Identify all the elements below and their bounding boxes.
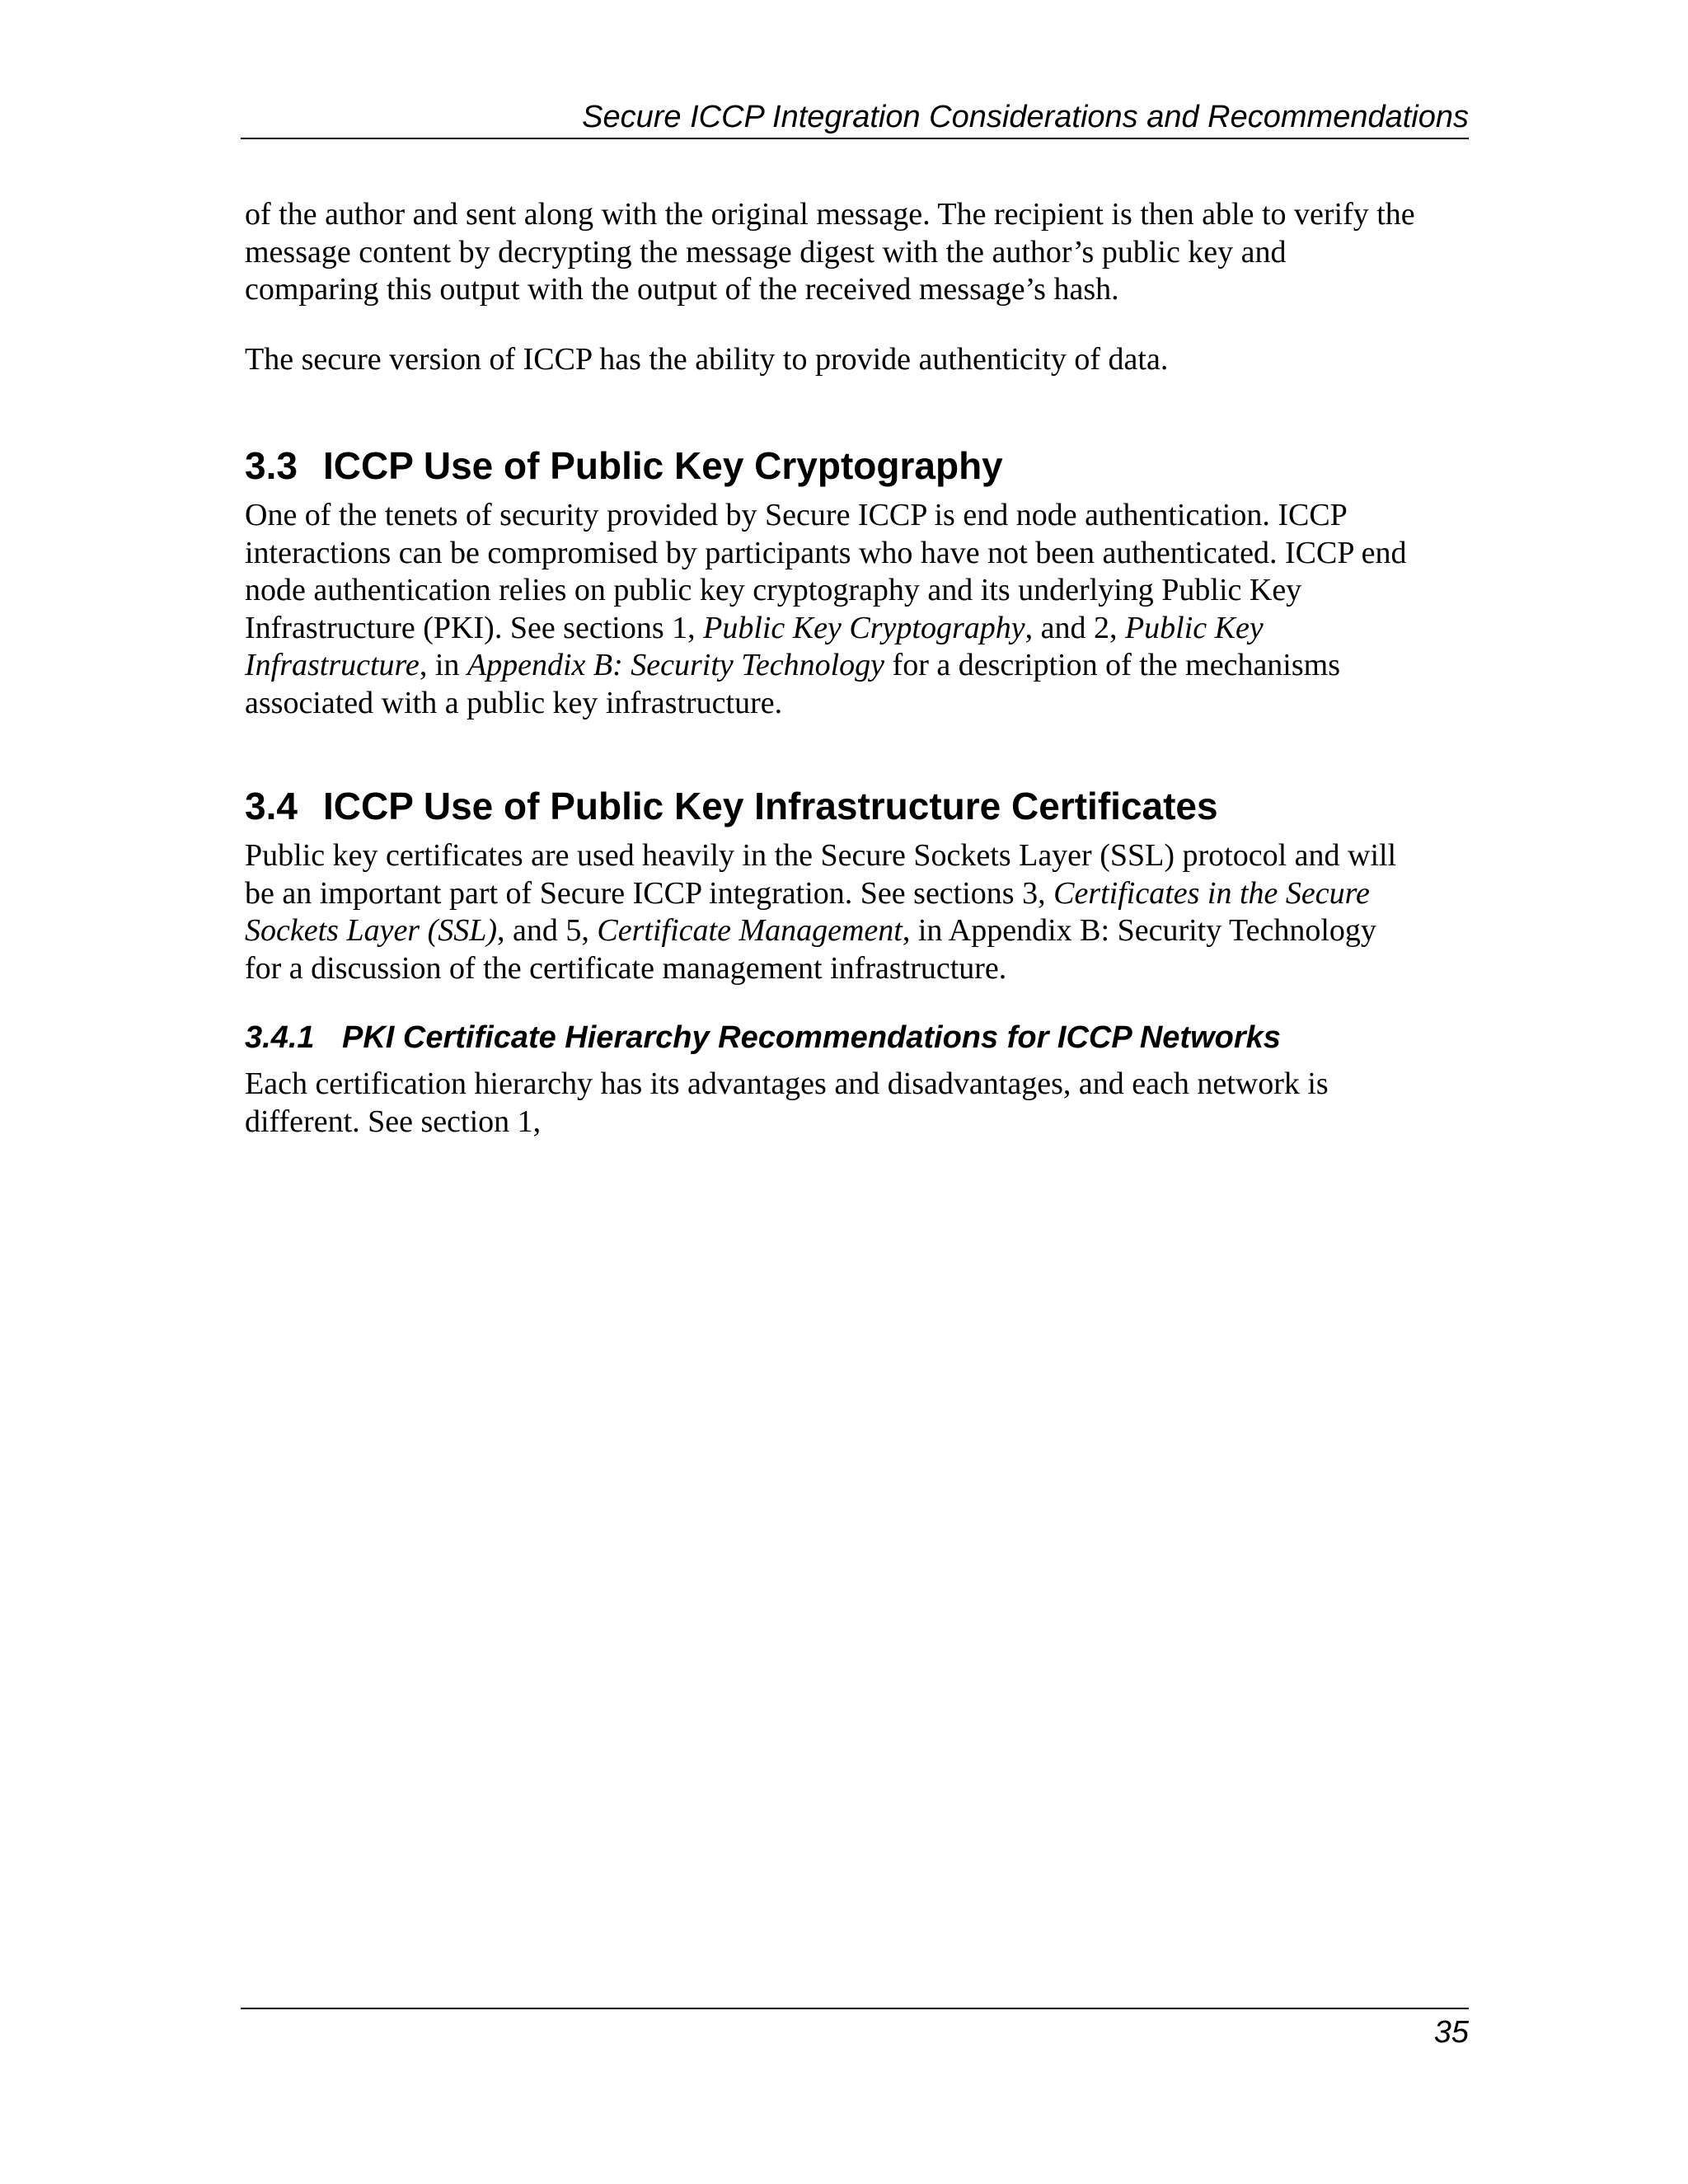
subsection-heading-3-4-1 [245, 1018, 1281, 1057]
text-run: Infrastructure (PKI). See sections 1, [245, 610, 704, 645]
cross-reference: Sockets Layer (SSL) [245, 913, 498, 948]
page-number: 35 [1433, 2015, 1469, 2050]
section-3-4-1-paragraph [245, 1066, 1473, 1141]
text-run: , and 5, [497, 913, 598, 948]
subsection-title: PKI Certificate Hierarchy Recommendations for ICCP Networks [342, 1020, 1281, 1055]
footer-rule [241, 2008, 1469, 2009]
text-line: The secure version of ICCP has the ability to provide authenticity of data. [245, 342, 1169, 377]
text-line: node authentication relies on public key cryptography and its underlying Public Key [245, 573, 1302, 607]
text-run: be an important part of Secure ICCP integration. See sections 3, [245, 875, 1054, 911]
text-run: , in Appendix B: Security Technology [902, 913, 1376, 948]
intro-paragraph [245, 196, 1473, 309]
section-number: 3.4 [245, 785, 298, 827]
cross-reference: Certificate Management [597, 913, 903, 948]
section-3-4-paragraph [245, 837, 1473, 987]
header-rule [241, 138, 1469, 139]
section-3-3-paragraph [245, 497, 1473, 722]
text-line: interactions can be compromised by participants who have not been authenticated. ICCP end [245, 535, 1407, 570]
section-heading-3-3 [245, 443, 1003, 489]
section-title: ICCP Use of Public Key Infrastructure Certificates [323, 785, 1218, 827]
text-line: comparing this output with the output of the received message’s hash. [245, 272, 1119, 307]
cross-reference: Appendix B: Security Technology [467, 648, 885, 682]
text-line: One of the tenets of security provided by Secure ICCP is end node authentication. ICCP [245, 498, 1348, 532]
section-heading-3-4 [245, 783, 1218, 829]
subsection-number: 3.4.1 [245, 1020, 315, 1055]
section-number: 3.3 [245, 444, 298, 487]
text-line: message content by decrypting the message digest with the author’s public key and [245, 234, 1287, 269]
text-line: of the author and sent along with the original message. The recipient is then able to verify the [245, 197, 1415, 232]
cross-reference: Infrastructure [245, 648, 420, 682]
text-line [245, 912, 1473, 950]
cross-reference: Public Key Cryptography [703, 610, 1025, 645]
section-title: ICCP Use of Public Key Cryptography [323, 444, 1003, 487]
text-run: , and 2, [1025, 610, 1125, 645]
text-line: for a discussion of the certificate management infrastructure. [245, 950, 1007, 986]
text-line [245, 875, 1473, 913]
text-line: Each certification hierarchy has its advantages and disadvantages, and each network is [245, 1066, 1329, 1101]
text-run: for a description of the mechanisms [884, 648, 1340, 682]
text-line: Public key certificates are used heavily in the Secure Sockets Layer (SSL) protocol and will [245, 838, 1397, 873]
text-line [245, 610, 1473, 648]
cross-reference: Certificates in the Secure [1053, 875, 1370, 911]
running-header: Secure ICCP Integration Considerations and Recommendations [582, 100, 1469, 134]
intro-paragraph-2 [245, 341, 1473, 379]
cross-reference: Public Key [1124, 610, 1264, 645]
text-run: , in [419, 648, 467, 682]
text-line: different. See section 1, [245, 1104, 542, 1139]
text-line: associated with a public key infrastructure. [245, 685, 783, 720]
text-line [245, 647, 1473, 685]
